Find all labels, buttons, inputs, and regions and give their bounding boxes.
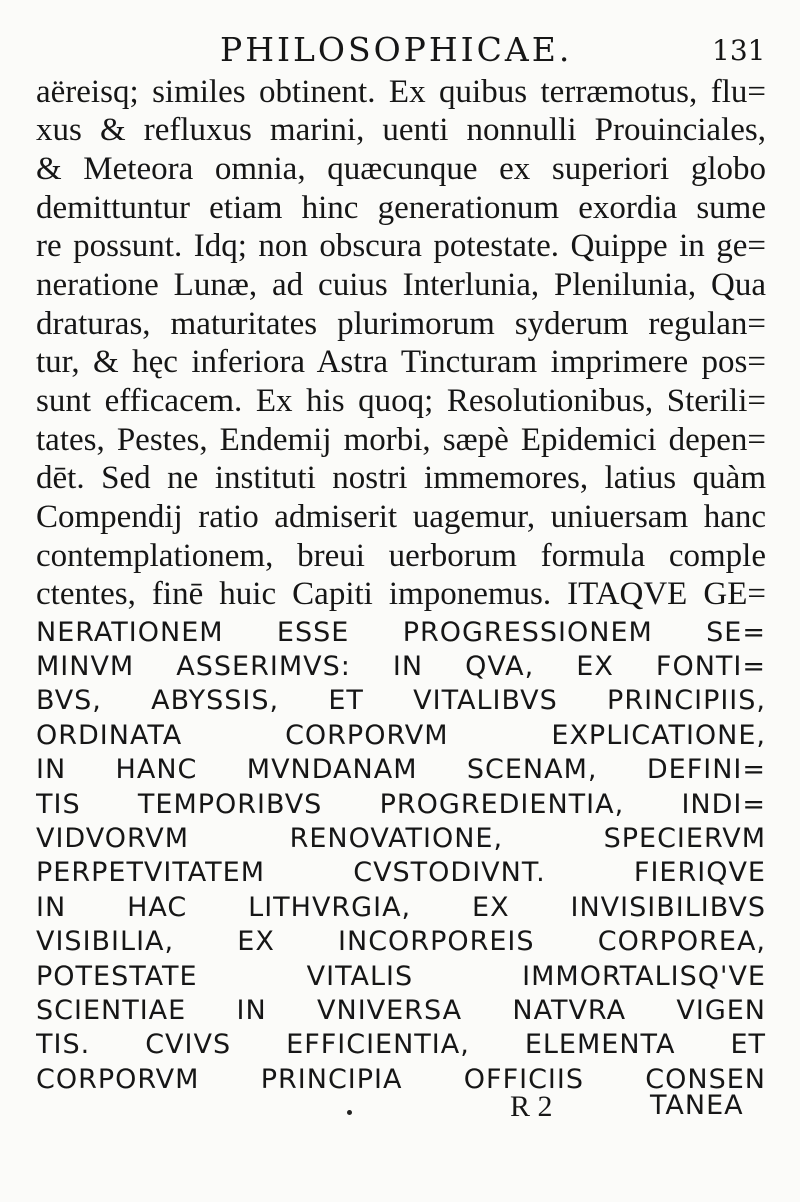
text-line-3: & Meteora omnia, quæcunque ex superiori globo bbox=[36, 151, 766, 187]
text-line-5: re possunt. Idq; non obscura potestate. Quippe in ge= bbox=[36, 228, 766, 264]
caps-line-4: ORDINATA CORPORVM EXPLICATIONE, bbox=[36, 720, 766, 751]
text-line-14: ctentes, finē huic Capiti imponemus. ITAQVE GE= bbox=[36, 576, 766, 612]
caps-line-2: MINVM ASSERIMVS: IN QVA, EX FONTI= bbox=[36, 651, 766, 682]
text-line-7: draturas, maturitates plurimorum syderum regulan= bbox=[36, 306, 766, 342]
text-line-12: Compendij ratio admiserit uagemur, uniuersam hanc bbox=[36, 499, 766, 535]
signature-mark: R 2 bbox=[510, 1090, 553, 1123]
ink-speck bbox=[347, 1110, 352, 1115]
running-head bbox=[0, 30, 800, 70]
caps-line-11: POTESTATE VITALIS IMMORTALISQ'VE bbox=[36, 961, 766, 992]
text-line-1: aëreisq; similes obtinent. Ex quibus terræmotus, flu= bbox=[36, 74, 766, 110]
caps-line-14: CORPORVM PRINCIPIA OFFICIIS CONSEN bbox=[36, 1064, 766, 1095]
caps-line-8: PERPETVITATEM CVSTODIVNT. FIERIQVE bbox=[36, 857, 766, 888]
caps-line-6: TIS TEMPORIBVS PROGREDIENTIA, INDI= bbox=[36, 789, 766, 820]
caps-line-7: VIDVORVM RENOVATIONE, SPECIERVM bbox=[36, 823, 766, 854]
caps-line-9: IN HAC LITHVRGIA, EX INVISIBILIBVS bbox=[36, 892, 766, 923]
text-line-4: demittuntur etiam hinc generationum exordia sume bbox=[36, 190, 766, 226]
text-line-2: xus & refluxus marini, uenti nonnulli Prouinciales, bbox=[36, 112, 766, 148]
text-line-13: contemplationem, breui uerborum formula comple bbox=[36, 538, 766, 574]
caps-line-1: NERATIONEM ESSE PROGRESSIONEM SE= bbox=[36, 617, 766, 648]
caps-line-3: BVS, ABYSSIS, ET VITALIBVS PRINCIPIIS, bbox=[36, 685, 766, 716]
text-line-6: neratione Lunæ, ad cuius Interlunia, Plenilunia, Qua bbox=[36, 267, 766, 303]
caps-line-13: TIS. CVIVS EFFICIENTIA, ELEMENTA ET bbox=[36, 1029, 766, 1060]
text-line-9: sunt efficacem. Ex his quoq; Resolutionibus, Sterili= bbox=[36, 383, 766, 419]
text-line-10: tates, Pestes, Endemij morbi, sæpè Epidemici depen= bbox=[36, 422, 766, 458]
page-number: 131 bbox=[712, 34, 766, 67]
caps-line-5: IN HANC MVNDANAM SCENAM, DEFINI= bbox=[36, 754, 766, 785]
caps-line-12: SCIENTIAE IN VNIVERSA NATVRA VIGEN bbox=[36, 995, 766, 1026]
running-head-title: PHILOSOPHICAE. bbox=[220, 30, 573, 69]
caps-line-10: VISIBILIA, EX INCORPOREIS CORPOREA, bbox=[36, 926, 766, 957]
text-line-8: tur, & hęc inferiora Astra Tincturam imprimere pos= bbox=[36, 344, 766, 380]
catchword: TANEA bbox=[650, 1090, 744, 1121]
page-footer bbox=[0, 1090, 800, 1130]
text-line-11: dēt. Sed ne instituti nostri immemores, latius quàm bbox=[36, 460, 766, 496]
